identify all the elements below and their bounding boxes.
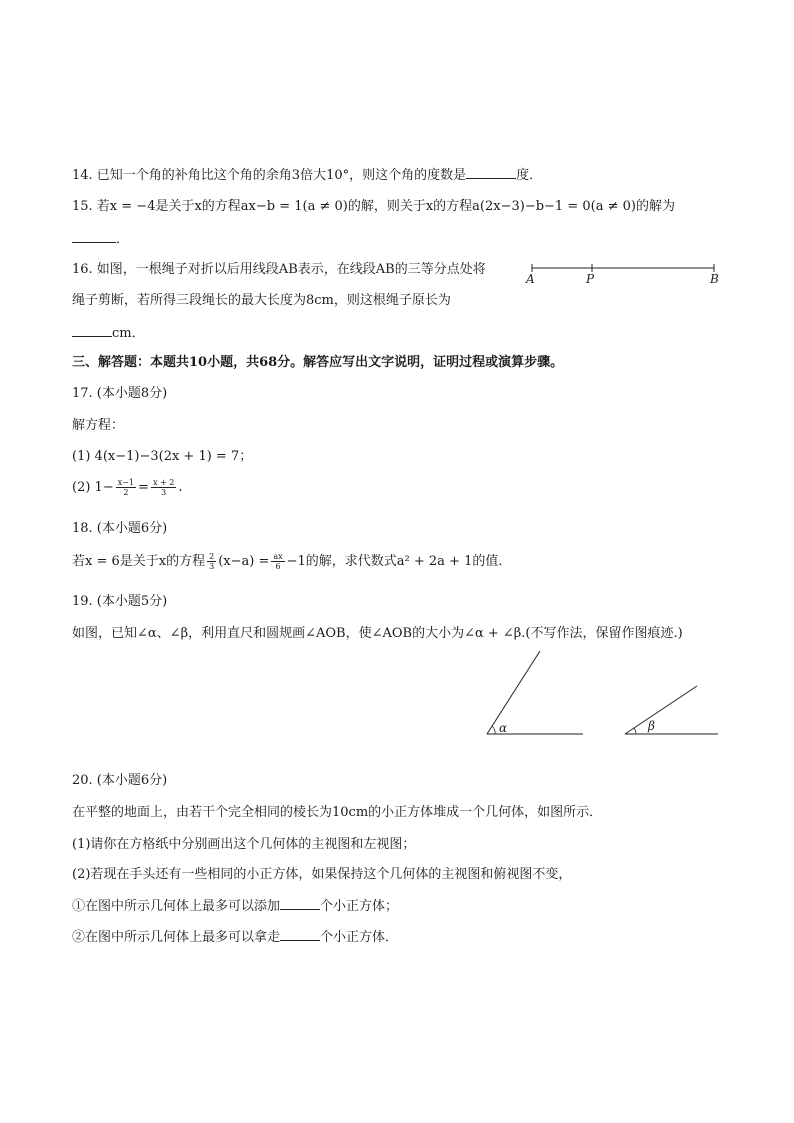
question-17-part2 [72,478,182,497]
q19-text: 如图，已知∠α、∠β，利用直尺和圆规画∠AOB，使∠AOB的大小为∠α + ∠β.(不写作法，保留作图痕迹.) [72,626,683,641]
fraction-denominator: 3 [209,562,215,571]
q17-part1: (1) 4(x−1)−3(2x + 1) = 7； [72,449,253,464]
question-18-body [72,552,511,571]
q15-suffix: ． [116,232,130,247]
question-17-part1 [72,448,252,466]
q16-suffix: cm． [112,326,145,341]
fraction-numerator: x−1 [117,478,135,487]
fraction-numerator: 2 [209,552,215,561]
fraction-denominator: 3 [161,488,167,497]
fraction-numerator: x + 2 [152,478,175,487]
question-16-answer-line [72,324,145,343]
q17-fraction-2 [151,478,176,497]
q15-answer-blank[interactable] [72,230,116,243]
q17-part2-prefix: (2) 1− [72,480,114,495]
question-20-line1 [72,804,602,822]
question-16-line2 [72,292,451,310]
section-3-heading-text: 三、解答题：本题共10小题，共68分。解答应写出文字说明，证明过程或演算步骤。 [72,355,564,370]
question-14 [72,166,542,185]
q18-fraction-2 [271,552,284,571]
q19-angles-figure [480,648,730,743]
q18-text-c: −1的解，求代数式a² + 2a + 1的值． [286,554,512,569]
angle-alpha-label: α [499,721,508,735]
question-19-header [72,593,167,611]
q16-line1: 16. 如图，一根绳子对折以后用线段AB表示，在线段AB的三等分点处将 [72,262,486,277]
fraction-numerator: ax [273,552,283,561]
q19-header: 19. (本小题5分) [72,594,168,609]
q20-line1: 在平整的地面上，由若干个完全相同的棱长为10cm的小正方体堆成一个几何体，如图所示． [72,805,603,820]
label-p: P [586,272,595,286]
q18-fraction-1 [207,552,216,571]
q17-equals: = [138,480,149,495]
q17-header: 17. (本小题8分) [72,386,168,401]
q20-line5-suffix: 个小正方体． [320,930,399,945]
question-20-header [72,772,167,790]
q20-line4-prefix: ①在图中所示几何体上最多可以添加 [72,899,281,914]
q18-text-b: (x−a) = [218,554,270,569]
q14-suffix: 度． [516,168,543,183]
q17-part2-end: . [178,480,183,495]
label-a: A [526,272,535,286]
question-16-line1 [72,261,486,279]
question-17-prompt [72,417,124,435]
angle-beta-label: β [648,719,655,733]
q20-line5-prefix: ②在图中所示几何体上最多可以拿走 [72,930,281,945]
q20-line4-suffix: 个小正方体； [320,899,399,914]
question-20-line5 [72,928,398,947]
section-3-heading [72,354,563,372]
q20-answer-blank-2[interactable] [280,928,320,941]
q15-text: 15. 若x = −4是关于x的方程ax−b = 1(a ≠ 0)的解，则关于x的方程a(2x−3)−b−1 = 0(a ≠ 0)的解为 [72,199,675,214]
q20-answer-blank-1[interactable] [280,897,320,910]
q16-answer-blank[interactable] [72,324,112,337]
question-20-line4 [72,897,398,916]
q18-header: 18. (本小题6分) [72,521,168,536]
label-b: B [710,272,719,286]
question-18-header [72,520,167,538]
question-15 [72,198,675,216]
q16-line2: 绳子剪断，若所得三段绳长的最大长度为8cm，则这根绳子原长为 [72,293,451,308]
q20-line2: (1)请你在方格纸中分别画出这个几何体的主视图和左视图； [72,837,416,852]
q14-text: 14. 已知一个角的补角比这个角的余角3倍大10°，则这个角的度数是 [72,168,467,183]
q17-fraction-1 [116,478,136,497]
fraction-denominator: 2 [123,488,129,497]
question-20-line2 [72,836,415,854]
question-15-answer-line [72,230,129,249]
q18-text-a: 若x = 6是关于x的方程 [72,554,206,569]
q16-segment-figure [524,258,724,288]
q17-prompt: 解方程： [72,418,125,433]
question-17-header [72,385,167,403]
fraction-denominator: 6 [275,562,281,571]
question-19-body [72,625,683,643]
q20-line3: (2)若现在手头还有一些相同的小正方体，如果保持这个几何体的主视图和俯视图不变， [72,867,572,882]
q14-answer-blank[interactable] [466,166,516,179]
question-20-line3 [72,866,571,884]
q20-header: 20. (本小题6分) [72,773,168,788]
